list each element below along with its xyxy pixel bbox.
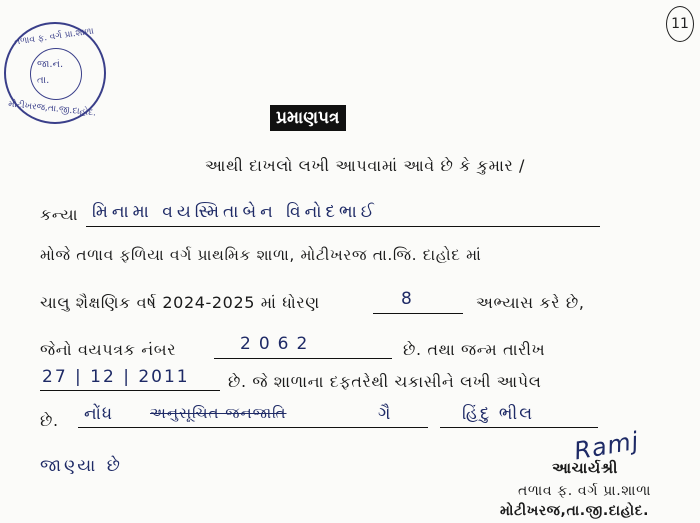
- girl-label: કન્યા: [40, 205, 79, 224]
- certificate-title: પ્રમાણપત્ર: [270, 105, 346, 131]
- body-line-1: આથી દાખલો લખી આપવામાં આવે છે કે કુમાર /: [205, 156, 526, 175]
- body-line-3: મોજે તળાવ ફળિયા વર્ગ પ્રાથમિક શાળા, મોટીખરજ તા.જિ. દાહોદ માં: [40, 246, 482, 264]
- religion-value: હિંદુ ભીલ: [462, 404, 535, 424]
- register-number: 2062: [240, 334, 316, 354]
- signatory-school: તળાવ ફ. વર્ગ પ્રા.શાળા: [518, 483, 652, 499]
- student-name: મિનામા વયસ્મિતાબેન વિનોદભાઈ: [92, 202, 378, 222]
- stamp-ring-top: તળાવ ફ. વર્ગ પ્રા.શાળા: [13, 26, 95, 48]
- signatory-title: આચાર્યશ્રી: [552, 459, 618, 477]
- remarks-field: [78, 405, 428, 428]
- stamp-inner-circle: [30, 48, 82, 100]
- student-name-field: [86, 204, 600, 227]
- stamp-center-line1: જા.નં.: [37, 59, 64, 70]
- signatory-place: મોટીખરજ,તા.જી.દાહોદ.: [500, 503, 650, 519]
- body-line-2: [40, 205, 78, 225]
- academic-year-text: ચાલુ શૈક્ષણિક વર્ષ 2024-2025 માં ધોરણ: [40, 293, 320, 312]
- grade-suffix: અભ્યાસ કરે છે,: [476, 293, 585, 312]
- signature-scribble: Ramj: [572, 426, 642, 466]
- date-of-birth: 27 | 12 | 2011: [42, 367, 190, 387]
- remark-caste: અનુસૂચિત જનજાતિ: [150, 404, 287, 422]
- body-line-5-suffix: છે. તથા જન્મ તારીખ: [403, 340, 546, 359]
- closing-note: જાણ્યા છે: [40, 456, 123, 476]
- register-number-field: [214, 336, 392, 359]
- school-stamp: [4, 22, 106, 124]
- body-line-6-suffix: છે. જે શાળાના દફતરેથી ચકાસીને લખી આપેલ: [228, 372, 542, 391]
- stamp-ring-bottom: મોટીખરજ,તા.જી.દાહોદ.: [7, 99, 97, 119]
- grade-value: 8: [401, 289, 416, 309]
- remark-note: નોંધ: [84, 404, 114, 424]
- religion-field: [440, 405, 598, 428]
- body-line-5-prefix: જેનો વયપત્રક નંબર: [40, 340, 177, 359]
- page-number-text: 11: [671, 16, 689, 32]
- body-line-7-prefix: છે.: [40, 411, 59, 430]
- grade-field: [373, 291, 463, 314]
- stamp-center-line2: તા.: [37, 75, 50, 86]
- dob-field: [40, 368, 220, 391]
- remark-mark: ગૈ: [378, 404, 395, 424]
- body-line-4: [40, 293, 320, 313]
- page-number: [666, 6, 694, 42]
